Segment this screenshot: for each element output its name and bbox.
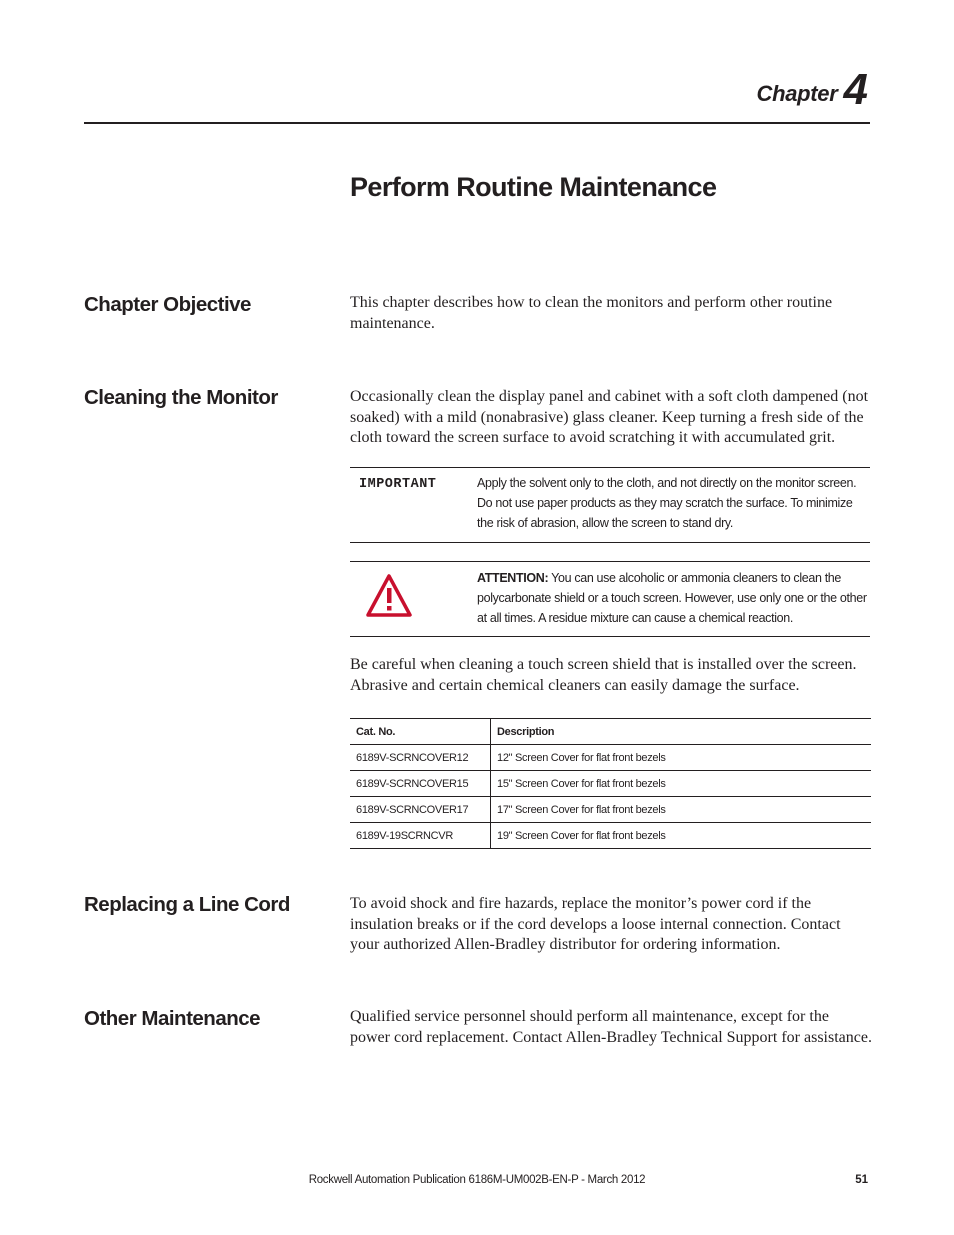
attention-body: You can use alcoholic or ammonia cleaners to clean the polycarbonate shield or a touch screen. However, use only one or the other at all times. A residue mixture can cause a chemical reaction.: [477, 571, 867, 625]
table-row: [350, 797, 871, 823]
screen-cover-table: [350, 718, 871, 849]
attention-text: [477, 568, 870, 628]
section-heading-other-maintenance: Other Maintenance: [84, 1007, 261, 1030]
chapter-number: 4: [843, 65, 868, 114]
page-number: 51: [855, 1174, 868, 1186]
section-heading-cleaning-the-monitor: Cleaning the Monitor: [84, 386, 278, 409]
table-header-row: [350, 719, 871, 745]
table-header-cat-no: Cat. No.: [350, 719, 491, 745]
chapter-objective-text: This chapter describes how to clean the monitors and perform other routine maintenance.: [350, 294, 833, 332]
table-cell-cat-no: 6189V-SCRNCOVER15: [350, 771, 491, 797]
table-cell-cat-no: 6189V-19SCRNCVR: [350, 823, 491, 849]
warning-triangle-icon: [366, 574, 412, 618]
chapter-word: Chapter: [756, 81, 838, 106]
header-rule: [84, 122, 870, 124]
table-cell-description: 12" Screen Cover for flat front bezels: [491, 745, 872, 771]
table-row: [350, 823, 871, 849]
table-cell-cat-no: 6189V-SCRNCOVER17: [350, 797, 491, 823]
table-row: [350, 745, 871, 771]
page-title: Perform Routine Maintenance: [350, 172, 717, 202]
other-maintenance-text: Qualified service personnel should perform all maintenance, except for the power cord replacement. Contact Allen-Bradley Technical Support for assistance.: [350, 1008, 872, 1046]
attention-box: [350, 561, 870, 637]
section-heading-replacing-a-line-cord: Replacing a Line Cord: [84, 893, 290, 916]
cleaning-text: Occasionally clean the display panel and cabinet with a soft cloth dampened (not soaked) with a mild (nonabrasive) glass cleaner. Keep turning a fresh side of the cloth toward the screen surface to avoid scratching it with accumulated grit.: [350, 388, 869, 446]
important-text: Apply the solvent only to the cloth, and not directly on the monitor screen. Do not use paper products as they may scratch the surface. To minimize the risk of abrasion, allow the screen to stand dry.: [477, 476, 857, 530]
table-cell-description: 15" Screen Cover for flat front bezels: [491, 771, 872, 797]
important-box: [350, 467, 870, 543]
table-cell-description: 19" Screen Cover for flat front bezels: [491, 823, 872, 849]
line-cord-text: To avoid shock and fire hazards, replace the monitor’s power cord if the insulation breaks or if the cord develops a loose internal connection. Contact your authorized Allen-Bradley distributor for ordering information.: [350, 895, 841, 953]
chapter-label: [756, 64, 868, 112]
section-heading-chapter-objective: Chapter Objective: [84, 293, 251, 316]
attention-label: ATTENTION:: [477, 571, 549, 585]
footer-publication: Rockwell Automation Publication 6186M-UM002B-EN-P - March 2012: [308, 1174, 646, 1186]
table-header-description: Description: [491, 719, 872, 745]
touch-screen-text: Be careful when cleaning a touch screen shield that is installed over the screen. Abrasive and certain chemical cleaners can easily damage the surface.: [350, 656, 857, 694]
important-label: IMPORTANT: [359, 477, 437, 492]
table-row: [350, 771, 871, 797]
table-cell-description: 17" Screen Cover for flat front bezels: [491, 797, 872, 823]
table-cell-cat-no: 6189V-SCRNCOVER12: [350, 745, 491, 771]
